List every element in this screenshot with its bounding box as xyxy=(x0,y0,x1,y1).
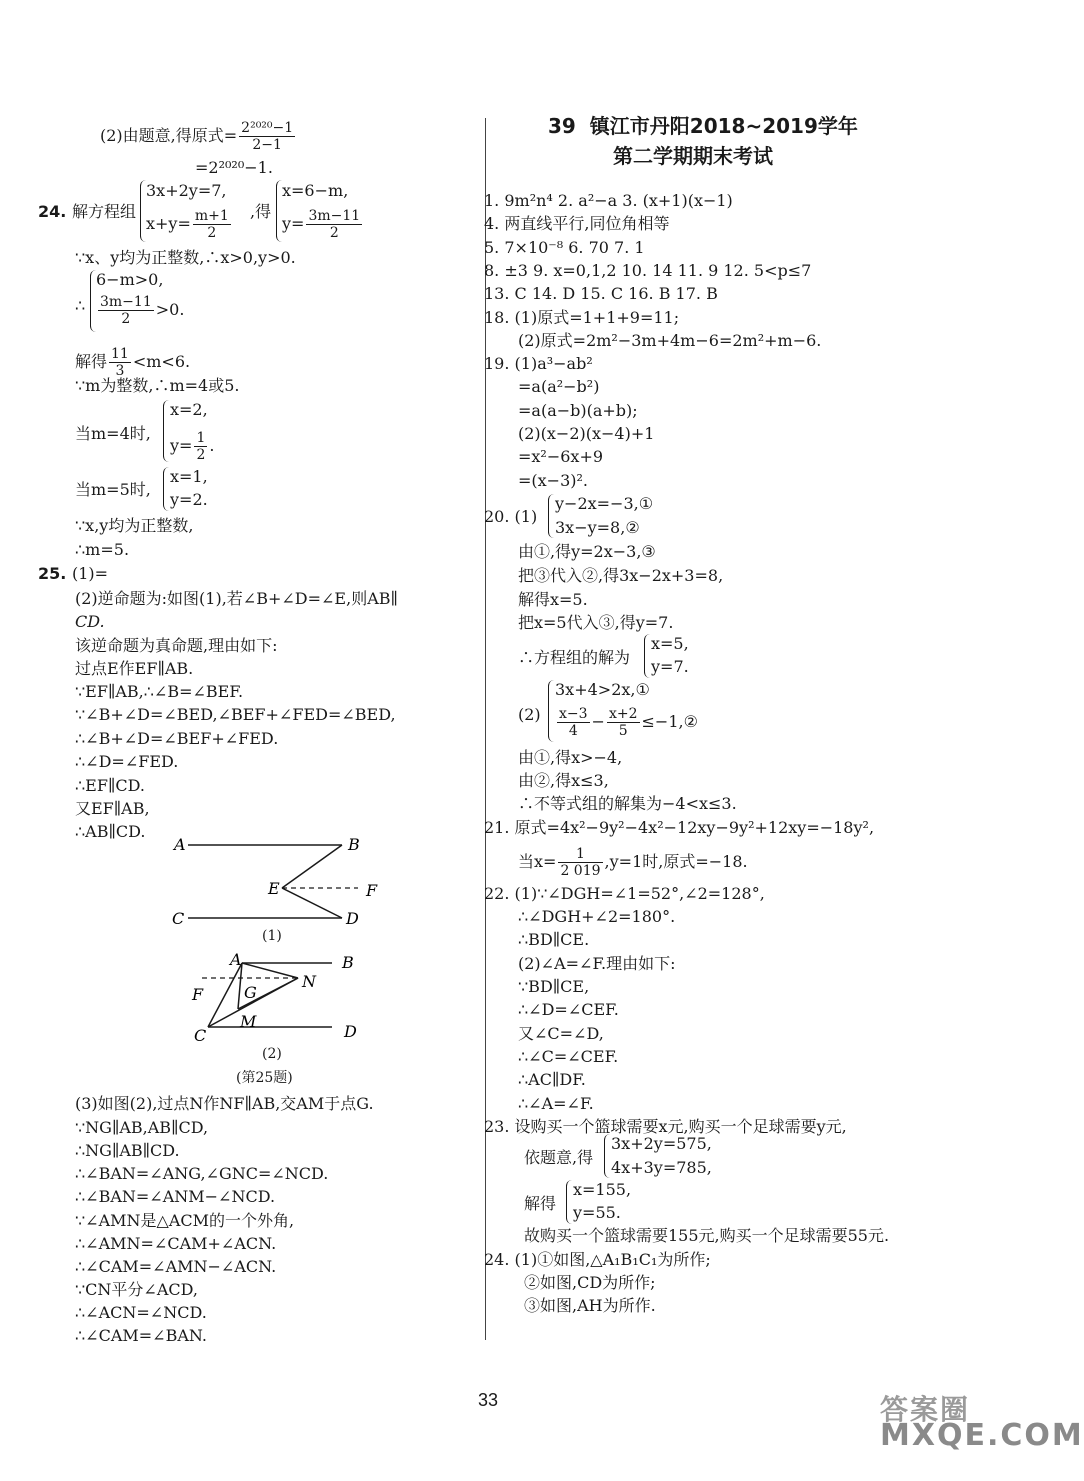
numerator: 3m−11 xyxy=(308,208,361,224)
figure-caption: (2) xyxy=(262,1046,282,1062)
equation: y=7. xyxy=(651,657,689,676)
numerator: 3m−11 xyxy=(100,294,152,310)
text: (2)由题意,得原式= xyxy=(100,126,238,145)
fraction xyxy=(109,346,131,379)
text: <m<6. xyxy=(132,352,191,371)
answer-line: 8. ±3 9. x=0,1,2 10. 14 11. 9 12. 5<p≤7 xyxy=(484,261,812,280)
denominator: 2−1 xyxy=(252,137,282,153)
line-be xyxy=(282,845,342,888)
answer-line: =a(a²−b²) xyxy=(518,377,600,396)
label-e: E xyxy=(268,879,280,898)
equation xyxy=(555,706,698,739)
answer-line: ∴∠D=∠CEF. xyxy=(518,1000,619,1019)
text: x+y= xyxy=(146,214,191,233)
answer-line: 由①,得x>−4, xyxy=(518,748,623,767)
fraction xyxy=(193,208,231,241)
label-a: A xyxy=(230,950,242,969)
label-g: G xyxy=(244,983,257,1002)
fraction xyxy=(557,706,590,739)
answer-line: 13. C 14. D 15. C 16. B 17. B xyxy=(484,284,718,303)
answer-line: 解得x=5. xyxy=(518,590,588,609)
equation: y=2. xyxy=(170,490,208,509)
answer-line: ∴AC∥DF. xyxy=(518,1070,586,1089)
equation: x=5, xyxy=(651,634,689,653)
question-number: 25. xyxy=(38,564,67,583)
fraction xyxy=(194,430,207,463)
answer-line: =a(a−b)(a+b); xyxy=(518,401,638,420)
section-title xyxy=(548,113,858,139)
line-an xyxy=(242,963,298,978)
answer-line: ∴∠ACN=∠NCD. xyxy=(75,1303,207,1322)
text: ,y=1时,原式=−18. xyxy=(604,852,748,871)
numerator: x+2 xyxy=(608,706,638,722)
section-number: 39 xyxy=(548,114,576,138)
answer-line: 过点E作EF∥AB. xyxy=(75,659,194,678)
answer-line: 该逆命题为真命题,理由如下: xyxy=(75,636,278,655)
answer-line: 24. (1)①如图,△A₁B₁C₁为所作; xyxy=(484,1250,711,1269)
denominator: 2 xyxy=(121,311,131,327)
label-f: F xyxy=(192,985,204,1004)
answer-line: 故购买一个篮球需要155元,购买一个足球需要55元. xyxy=(524,1226,890,1245)
answer-line: 1. 9m²n⁴ 2. a²−a 3. (x+1)(x−1) xyxy=(484,191,733,210)
answer-line: (2)原式=2m²−3m+4m−6=2m²+m−6. xyxy=(518,331,822,350)
denominator: 2 019 xyxy=(560,863,601,879)
answer-line: 21. 原式=4x²−9y²−4x²−12xy−9y²+12xy=−18y², xyxy=(484,818,875,837)
text: 解得 xyxy=(75,352,108,371)
answer-line: =x²−6x+9 xyxy=(518,447,604,466)
answer-line: 19. (1)a³−ab² xyxy=(484,354,593,373)
label-n: N xyxy=(302,972,316,991)
answer-line: ∴BD∥CE. xyxy=(518,930,590,949)
answer-line: 又EF∥AB, xyxy=(75,799,150,818)
equation: 3x+4>2x,① xyxy=(555,680,650,699)
answer-text: 当m=4时, xyxy=(75,424,151,443)
page-number: 33 xyxy=(478,1390,499,1410)
figure-caption: (1) xyxy=(262,928,282,944)
section-subtitle: 第二学期期末考试 xyxy=(613,144,773,168)
answer-text: ∴ xyxy=(75,296,86,315)
answer-line: (2)(x−2)(x−4)+1 xyxy=(518,424,655,443)
answer-line: ∴AB∥CD. xyxy=(75,822,146,841)
numerator: 2²⁰²⁰−1 xyxy=(241,120,294,136)
numerator: 11 xyxy=(111,346,129,362)
answer-line xyxy=(75,346,190,379)
denominator: 4 xyxy=(568,723,578,739)
equation: y= $\frac{1}{2}$ . xyxy=(170,430,215,463)
answer-line: ∴∠D=∠FED. xyxy=(75,752,179,771)
numerator: x−3 xyxy=(559,706,588,722)
answer-line: 又∠C=∠D, xyxy=(518,1024,604,1043)
answer-line: 把x=5代入③,得y=7. xyxy=(518,613,674,632)
brace xyxy=(163,400,170,462)
equation: x=1, xyxy=(170,467,208,486)
answer-line: ∴∠B+∠D=∠BEF+∠FED. xyxy=(75,729,279,748)
figure-title: (第25题) xyxy=(236,1070,293,1086)
answer-line: ∵∠B+∠D=∠BED,∠BEF+∠FED=∠BED, xyxy=(75,705,396,724)
answer-line: 23. 设购买一个篮球需要x元,购买一个足球需要y元, xyxy=(484,1117,847,1136)
label-c: C xyxy=(194,1026,207,1045)
equation: y−2x=−3,① xyxy=(555,494,654,513)
numerator: m+1 xyxy=(194,208,229,224)
answer-line xyxy=(518,846,748,879)
equation xyxy=(282,208,364,241)
answer-line: ∴m=5. xyxy=(75,540,130,559)
answer-line: =(x−3)². xyxy=(518,471,588,490)
answer-line: 18. (1)原式=1+1+9=11; xyxy=(484,308,680,327)
denominator: 2 xyxy=(329,225,339,241)
answer-line: ∵x、y均为正整数,∴x>0,y>0. xyxy=(75,248,296,267)
brace xyxy=(548,680,555,742)
denominator: 5 xyxy=(618,723,628,739)
answer-line: ∵NG∥AB,AB∥CD, xyxy=(75,1118,209,1137)
answer-text: 20. (1) xyxy=(484,507,538,526)
text: y= xyxy=(282,214,305,233)
answer-line: ∴∠CAM=∠AMN−∠ACN. xyxy=(75,1257,277,1276)
answer-line: ∴∠A=∠F. xyxy=(518,1094,594,1113)
answer-text: ,得 xyxy=(250,202,272,221)
answer-line: (1)= xyxy=(72,564,109,583)
question-number: 24. xyxy=(38,202,67,221)
text: ≤−1,② xyxy=(641,712,698,731)
equation: x=6−m, xyxy=(282,181,349,200)
denominator: 3 xyxy=(115,363,125,379)
answer-line: ∵EF∥AB,∴∠B=∠BEF. xyxy=(75,682,244,701)
answer-line: ∴不等式组的解集为−4<x≤3. xyxy=(518,794,737,813)
numerator: 1 xyxy=(196,430,206,446)
equation: y=55. xyxy=(573,1203,621,1222)
answer-line: 5. 7×10⁻⁸ 6. 70 7. 1 xyxy=(484,238,645,257)
line-ed xyxy=(282,888,342,918)
answer-line: ∴NG∥AB∥CD. xyxy=(75,1141,180,1160)
answer-line: CD. xyxy=(75,612,105,631)
text: 当x= xyxy=(518,852,557,871)
equation: 3x+2y=575, xyxy=(611,1134,712,1153)
watermark-logo: 答案圈 xyxy=(880,1393,971,1426)
equation: 6−m>0, xyxy=(96,270,164,289)
label-a: A xyxy=(174,835,186,854)
answer-line: (3)如图(2),过点N作NF∥AB,交AM于点G. xyxy=(75,1094,374,1113)
figure-2 xyxy=(180,945,380,1045)
answer-text: 解方程组 xyxy=(72,202,137,221)
answer-line: 22. (1)∵∠DGH=∠1=52°,∠2=128°, xyxy=(484,884,765,903)
answer-line: ∴EF∥CD. xyxy=(75,776,145,795)
label-d: D xyxy=(346,909,359,928)
equation: 3x+2y=7, xyxy=(146,181,227,200)
answer-line: ∵BD∥CE, xyxy=(518,977,590,996)
section-title-text: 镇江市丹阳2018~2019学年 xyxy=(589,114,858,138)
equation xyxy=(96,294,184,327)
text: − xyxy=(591,712,605,731)
equation: 3x−y=8,② xyxy=(555,518,640,537)
answer-line: ∴∠BAN=∠ANG,∠GNC=∠NCD. xyxy=(75,1164,329,1183)
text: y= xyxy=(170,436,193,455)
equation: x=155, xyxy=(573,1180,632,1199)
fraction xyxy=(98,294,154,327)
answer-line: ∴∠C=∠CEF. xyxy=(518,1047,619,1066)
answer-line: 由①,得y=2x−3,③ xyxy=(518,542,656,561)
answer-line: 把③代入②,得3x−2x+3=8, xyxy=(518,566,724,585)
label-m: M xyxy=(240,1012,257,1031)
brace xyxy=(566,1180,573,1224)
label-d: D xyxy=(344,1022,357,1041)
fraction xyxy=(239,120,295,153)
answer-line: ∵m为整数,∴m=4或5. xyxy=(75,376,240,395)
answer-line: =2²⁰²⁰−1. xyxy=(195,158,273,177)
numerator: 1 xyxy=(558,846,602,863)
answer-text: 依题意,得 xyxy=(524,1148,594,1167)
equation: x=2, xyxy=(170,400,208,419)
answer-line: ∴∠CAM=∠BAN. xyxy=(75,1326,207,1345)
brace xyxy=(163,467,170,511)
answer-line: ③如图,AH为所作. xyxy=(524,1296,656,1315)
answer-line: 由②,得x≤3, xyxy=(518,771,609,790)
answer-text: ∴方程组的解为 xyxy=(518,648,631,667)
answer-line: ∵∠AMN是△ACM的一个外角, xyxy=(75,1211,295,1230)
label-b: B xyxy=(342,953,354,972)
label-f: F xyxy=(366,881,378,900)
brace xyxy=(548,494,555,538)
brace xyxy=(604,1134,611,1178)
fraction xyxy=(558,846,602,879)
answer-text: (2) xyxy=(518,705,541,724)
denominator: 2 xyxy=(207,225,217,241)
answer-line: (2)逆命题为:如图(1),若∠B+∠D=∠E,则AB∥ xyxy=(75,589,398,608)
label-c: C xyxy=(172,909,185,928)
answer-text: 解得 xyxy=(524,1194,557,1213)
answer-line: 4. 两直线平行,同位角相等 xyxy=(484,214,670,233)
equation: 4x+3y=785, xyxy=(611,1158,712,1177)
watermark-url: MXQE.COM xyxy=(880,1418,1084,1453)
answer-line: ∴∠BAN=∠ANM−∠NCD. xyxy=(75,1187,276,1206)
equation xyxy=(146,208,233,241)
answer-line: ∴∠DGH+∠2=180°. xyxy=(518,907,676,926)
label-b: B xyxy=(348,835,360,854)
answer-line: ∵x,y均为正整数, xyxy=(75,516,194,535)
fraction xyxy=(607,706,640,739)
answer-text: 当m=5时, xyxy=(75,480,151,499)
answer-line: ∵CN平分∠ACD, xyxy=(75,1280,198,1299)
answer-line: (2)∠A=∠F.理由如下: xyxy=(518,954,676,973)
answer-line: ②如图,CD为所作; xyxy=(524,1273,656,1292)
text: >0. xyxy=(155,300,185,319)
answer-line: ∴∠AMN=∠CAM+∠ACN. xyxy=(75,1234,277,1253)
brace xyxy=(644,634,651,678)
denominator: 2 xyxy=(196,447,206,463)
answer-line xyxy=(100,120,297,153)
fraction xyxy=(306,208,362,241)
